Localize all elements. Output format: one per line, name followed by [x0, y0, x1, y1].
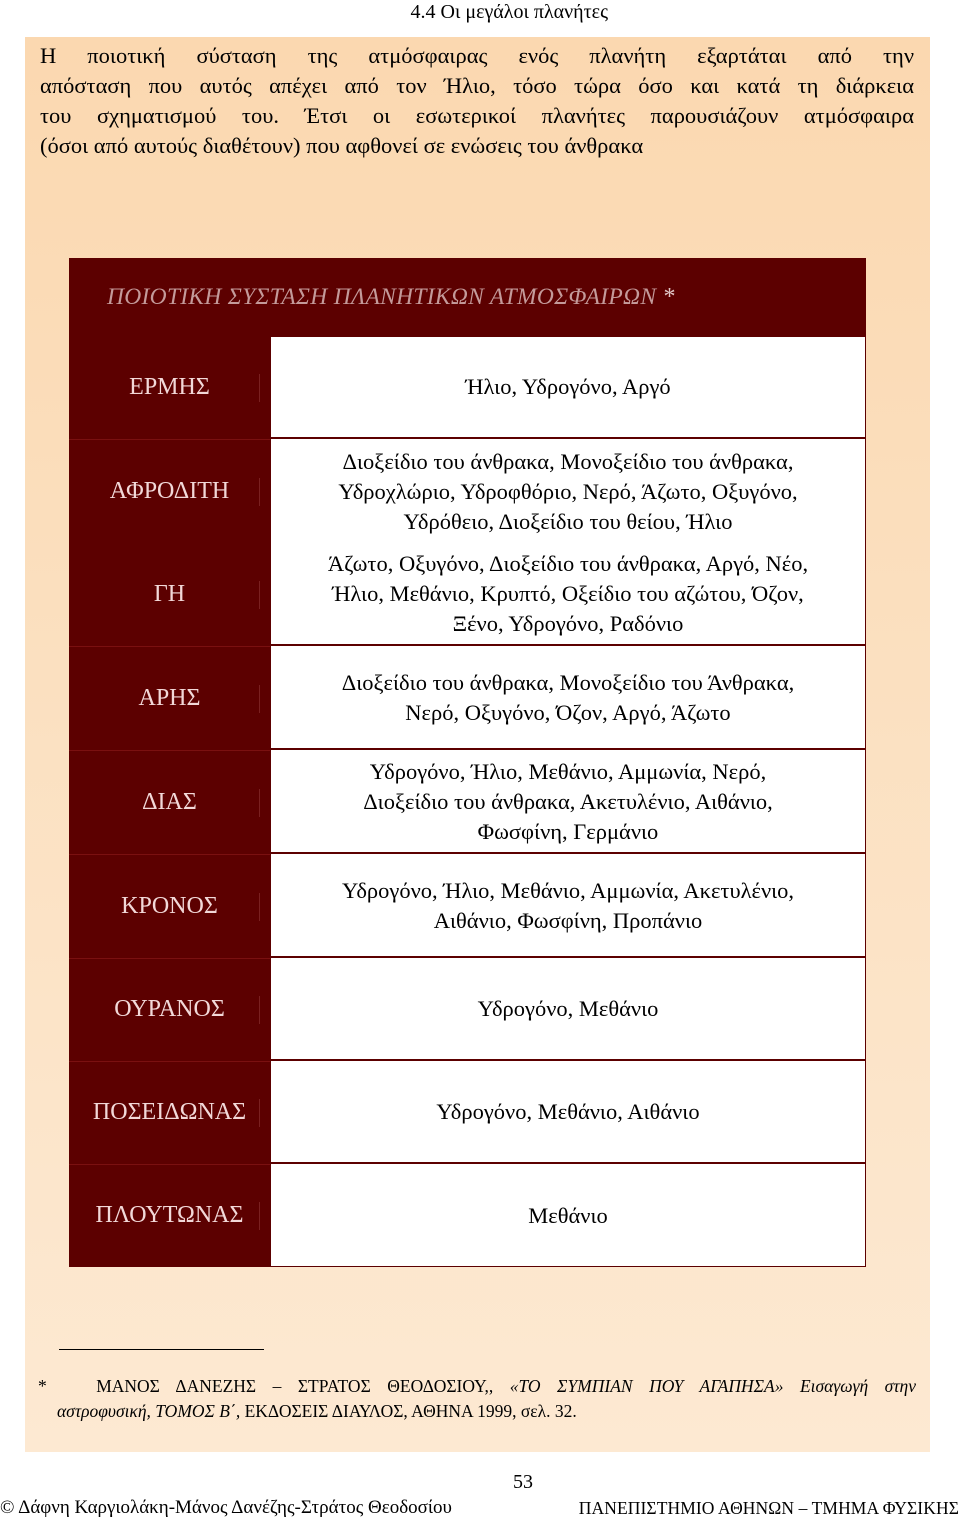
gases-cell	[270, 1061, 866, 1164]
gases-cell	[270, 647, 866, 750]
footnote	[38, 1374, 916, 1424]
gases-line: Νερό, Οξυγόνο, Όζον, Αργό, Άζωτο	[405, 699, 731, 725]
intro-line: απόσταση που αυτός απέχει από τον Ήλιο, τόσο τώρα όσο και κατά τη διάρκεια	[40, 73, 914, 98]
gases-cell	[270, 751, 866, 854]
planet-name: ΓΗ	[153, 581, 186, 607]
table-row	[69, 751, 866, 854]
gases-line: Υδρογόνο, Μεθάνιο	[477, 995, 659, 1021]
footnote-marker: *	[662, 283, 675, 310]
table-row	[69, 1164, 866, 1267]
gases-line: Αιθάνιο, Φωσφίνη, Προπάνιο	[433, 907, 703, 933]
footnote-publisher: ΕΚΔΟΣΕΙΣ ΔΙΑΥΛΟΣ, ΑΘΗΝΑ 1999, σελ. 32.	[244, 1401, 577, 1421]
intro-line: Η ποιοτική σύσταση της ατμόσφαιρας ενός πλανήτη εξαρτάται από την	[40, 43, 914, 68]
intro-line: του σχηματισμού του. Έτσι οι εσωτερικοί πλανήτες παρουσιάζουν ατμόσφαιρα	[40, 103, 914, 128]
gases-cell	[270, 543, 866, 646]
planet-name: ΚΡΟΝΟΣ	[121, 893, 218, 919]
table-row	[69, 647, 866, 750]
page-header-title: 4.4 Οι μεγάλοι πλανήτες	[410, 1, 608, 23]
gases-cell	[270, 1164, 866, 1267]
gases-line: Υδρογόνο, Ήλιο, Μεθάνιο, Αμμωνία, Ακετυλένιο,	[341, 877, 795, 903]
footer-copyright: © Δάφνη Καργιολάκη-Μάνος Δανέζης-Στράτος Θεοδοσίου	[0, 1497, 452, 1518]
footnote-divider	[59, 1349, 264, 1350]
gases-cell	[270, 336, 866, 439]
footnote-subtitle-end: αστροφυσική, ΤΟΜΟΣ Β΄,	[57, 1401, 241, 1421]
planet-name: ΑΦΡΟΔΙΤΗ	[109, 478, 230, 504]
intro-paragraph	[40, 41, 914, 161]
table-title: ΠΟΙΟΤΙΚΗ ΣΥΣΤΑΣΗ ΠΛΑΝΗΤΙΚΩΝ ΑΤΜΟΣΦΑΙΡΩΝ	[107, 283, 657, 310]
gases-line: Φωσφίνη, Γερμάνιο	[477, 818, 659, 844]
gases-line: Άζωτο, Οξυγόνο, Διοξείδιο του άνθρακα, Αργό, Νέο,	[327, 550, 809, 576]
gases-line: Ήλιο, Υδρογόνο, Αργό	[465, 373, 671, 399]
gases-cell	[270, 440, 866, 543]
table-title-bar	[69, 258, 866, 336]
gases-line: Διοξείδιο του άνθρακα, Ακετυλένιο, Αιθάνιο,	[363, 788, 773, 814]
footnote-book-title: «ΤΟ ΣΥΜΠΙΑΝ ΠΟΥ ΑΓΑΠΗΣΑ»	[509, 1376, 784, 1396]
table-row	[69, 440, 866, 543]
gases-line: Υδρογόνο, Ήλιο, Μεθάνιο, Αμμωνία, Νερό,	[369, 758, 767, 784]
gases-cell	[270, 958, 866, 1061]
intro-line: (όσοι από αυτούς διαθέτουν) που αφθονεί σε ενώσεις του άνθρακα	[40, 133, 644, 158]
planet-name: ΑΡΗΣ	[138, 685, 201, 711]
table-row	[69, 336, 866, 439]
gases-line: Μεθάνιο	[528, 1202, 608, 1228]
gases-line: Υδροχλώριο, Υδροφθόριο, Νερό, Άζωτο, Οξυγόνο,	[338, 478, 798, 504]
gases-line: Ήλιο, Μεθάνιο, Κρυπτό, Οξείδιο του αζώτου, Όζον,	[332, 580, 804, 606]
table-row	[69, 543, 866, 646]
gases-line: Διοξείδιο του άνθρακα, Μονοξείδιο του άνθρακα,	[342, 448, 794, 474]
planet-name: ΔΙΑΣ	[142, 789, 197, 815]
gases-line: Διοξείδιο του άνθρακα, Μονοξείδιο του Άνθρακα,	[341, 669, 795, 695]
gases-line: Υδρόθειο, Διοξείδιο του θείου, Ήλιο	[403, 508, 733, 534]
planet-name: ΠΟΣΕΙΔΩΝΑΣ	[92, 1099, 247, 1125]
gases-line: Υδρογόνο, Μεθάνιο, Αιθάνιο	[436, 1098, 700, 1124]
footnote-marker: *	[38, 1376, 47, 1396]
planet-name: ΠΛΟΥΤΩΝΑΣ	[95, 1202, 244, 1228]
footer-institution: ΠΑΝΕΠΙΣΤΗΜΙΟ ΑΘΗΝΩΝ – ΤΜΗΜΑ ΦΥΣΙΚΗΣ	[578, 1498, 959, 1518]
table-row	[69, 855, 866, 958]
planet-name: ΟΥΡΑΝΟΣ	[114, 996, 225, 1022]
table-row	[69, 1061, 866, 1164]
footnote-subtitle: Εισαγωγή στην	[799, 1376, 917, 1396]
gases-cell	[270, 855, 866, 958]
planet-name: ΕΡΜΗΣ	[129, 374, 210, 400]
table-row	[69, 958, 866, 1061]
footnote-authors: ΜΑΝΟΣ ΔΑΝΕΖΗΣ – ΣΤΡΑΤΟΣ ΘΕΟΔΟΣΙΟΥ,,	[96, 1376, 494, 1396]
gases-line: Ξένο, Υδρογόνο, Ραδόνιο	[452, 610, 684, 636]
page-number: 53	[513, 1471, 533, 1493]
